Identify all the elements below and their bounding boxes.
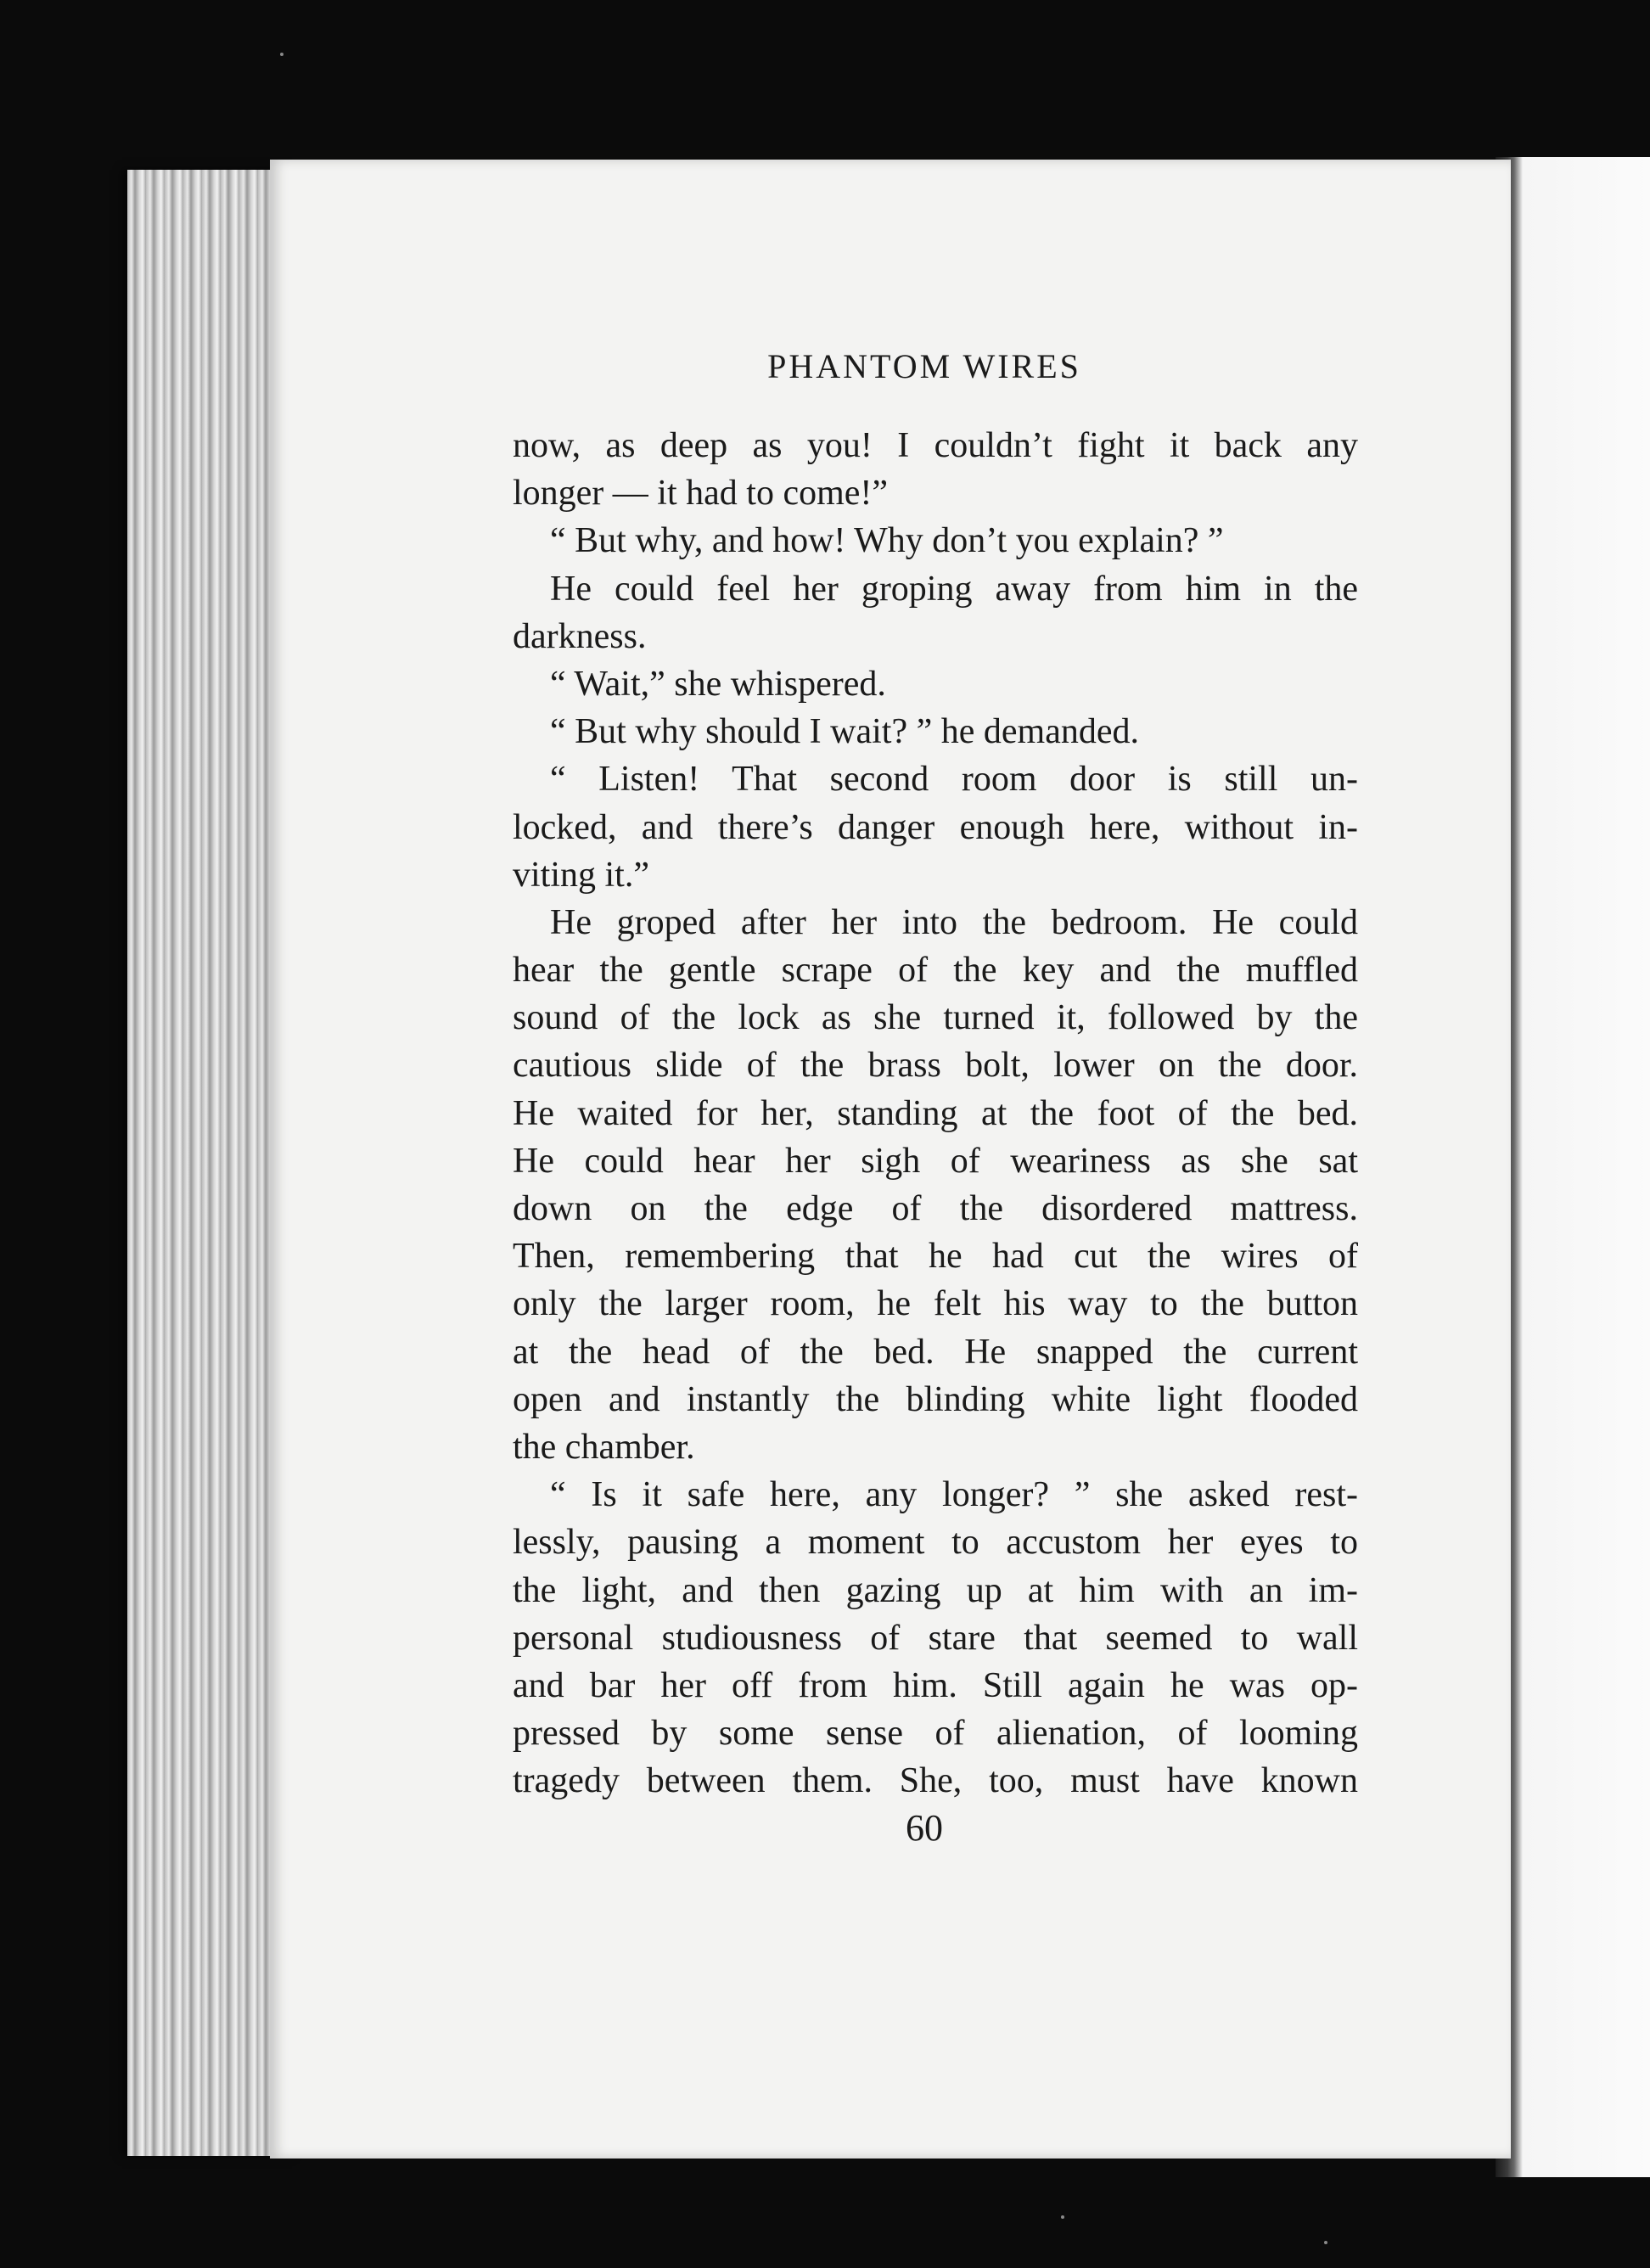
text-line: cautious slide of the brass bolt, lower on the door. [513, 1046, 1358, 1086]
text-line: tragedy between them. She, too, must have known [513, 1761, 1358, 1801]
text-line: darkness. [513, 616, 647, 656]
text-line: “ Is it safe here, any longer? ” she asked rest- [550, 1475, 1358, 1515]
facing-page-edge [1496, 157, 1650, 2177]
dust-speck [280, 53, 283, 56]
text-line: locked, and there’s danger enough here, without in- [513, 807, 1358, 847]
text-line: “ But why should I wait? ” he demanded. [550, 712, 1139, 752]
body-text [513, 422, 1358, 1805]
dust-speck [1324, 2241, 1327, 2244]
text-line: pressed by some sense of alienation, of looming [513, 1714, 1358, 1754]
text-line: the chamber. [513, 1427, 695, 1467]
text-line: the light, and then gazing up at him with an im- [513, 1570, 1358, 1610]
text-line: sound of the lock as she turned it, followed by the [513, 998, 1358, 1038]
page-number: 60 [906, 1807, 943, 1849]
text-line: personal studiousness of stare that seemed to wall [513, 1618, 1358, 1658]
text-line: He waited for her, standing at the foot of the bed. [513, 1093, 1358, 1133]
text-line: “ Listen! That second room door is still un- [550, 760, 1358, 800]
text-line: hear the gentle scrape of the key and the muffled [513, 951, 1358, 991]
text-line: only the larger room, he felt his way to the button [513, 1284, 1358, 1324]
text-line: lessly, pausing a moment to accustom her eyes to [513, 1523, 1358, 1563]
text-line: “ Wait,” she whispered. [550, 664, 886, 704]
text-line: down on the edge of the disordered mattress. [513, 1189, 1358, 1228]
text-line: He could hear her sigh of weariness as she sat [513, 1141, 1358, 1181]
text-line: He groped after her into the bedroom. He could [550, 902, 1358, 942]
text-line: open and instantly the blinding white light flooded [513, 1379, 1358, 1419]
text-line: longer — it had to come!” [513, 474, 889, 514]
text-line: “ But why, and how! Why don’t you explain? ” [550, 521, 1224, 561]
text-line: He could feel her groping away from him in the [550, 569, 1358, 609]
text-line: now, as deep as you! I couldn’t fight it back any [513, 426, 1358, 465]
text-line: and bar her off from him. Still again he was op- [513, 1665, 1358, 1705]
text-line: Then, remembering that he had cut the wires of [513, 1237, 1358, 1277]
text-line: at the head of the bed. He snapped the current [513, 1332, 1358, 1372]
dust-speck [1061, 2215, 1064, 2219]
text-line: viting it.” [513, 855, 649, 895]
running-head: PHANTOM WIRES [767, 347, 1081, 385]
